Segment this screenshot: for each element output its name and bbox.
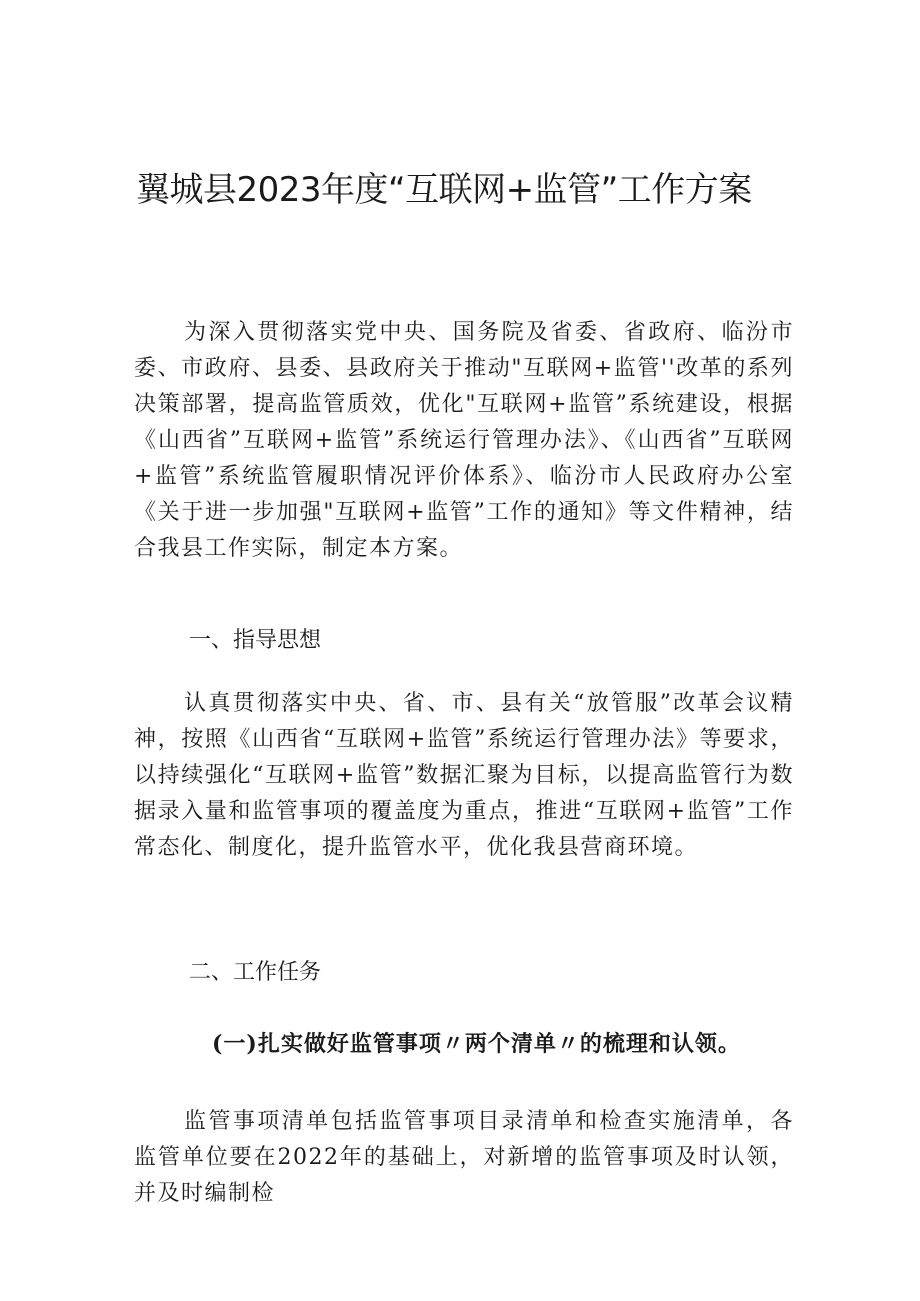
document-title: 翼城县2023年度“互联网+监管”工作方案 xyxy=(136,170,752,210)
intro-paragraph: 为深入贯彻落实党中央、国务院及省委、省政府、临汾市委、市政府、县委、县政府关于推动"互联网+监管''改革的系列决策部署，提高监管质效，优化"互联网+监管”系统建设，根据《山西省”互联网+监管”系统运行管理办法》、《山西省”互联网+监管”系统监管履职情况评价体系》、临汾市人民政府办公室《关于进一步加强"互联网+监管”工作的通知》等文件精神，结合我县工作实际，制定本方案。 xyxy=(134,320,794,561)
section-heading-work-tasks: 二、工作任务 xyxy=(189,960,322,985)
section-paragraph-guiding-ideology: 认真贯彻落实中央、省、市、县有关“放管服”改革会议精神，按照《山西省“互联网+监管”系统运行管理办法》等要求，以持续强化“互联网+监管”数据汇聚为目标，以提高监管行为数据录入量和监管事项的覆盖度为重点，推进“互联网+监管”工作常态化、制度化，提升监管水平，优化我县营商环境。 xyxy=(134,691,794,860)
section-heading-guiding-ideology: 一、指导思想 xyxy=(189,628,322,653)
subsection-paragraph-two-lists: 监管事项清单包括监管事项目录清单和检查实施清单，各监管单位要在2022年的基础上，对新增的监管事项及时认领，并及时编制检 xyxy=(134,1109,794,1206)
subsection-heading-two-lists: (一)扎实做好监管事项〃两个清单〃的梳理和认领。 xyxy=(212,1031,741,1057)
